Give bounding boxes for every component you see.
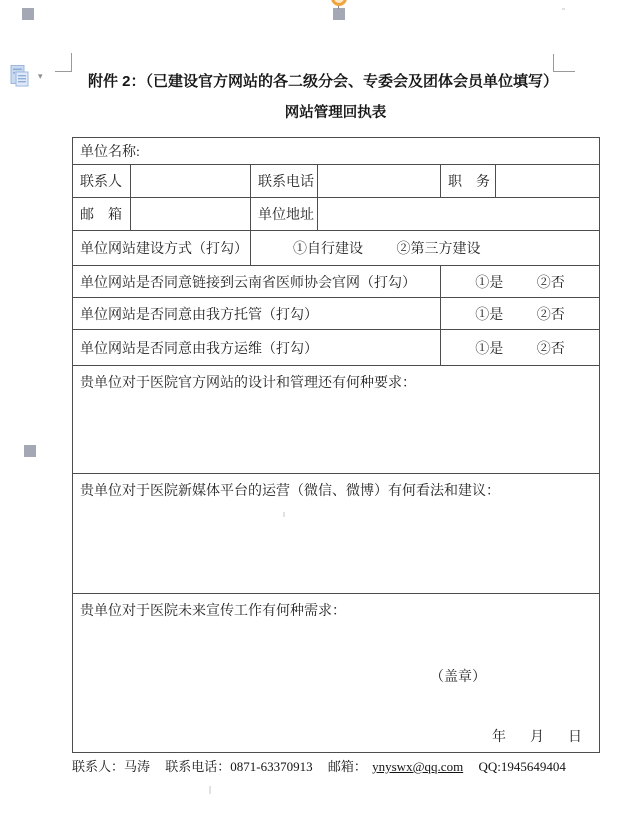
build-option-self: ①自行建设 <box>293 242 363 257</box>
footer-qq: QQ:1945649404 <box>478 759 566 774</box>
table-row <box>73 198 600 231</box>
table-row <box>73 298 600 330</box>
yes-option: ①是 <box>475 275 504 291</box>
ops-question-cell: 单位网站是否同意由我方运维（打勾） <box>73 330 441 366</box>
scan-speck <box>209 786 211 794</box>
link-answer-cell <box>441 266 600 298</box>
stamp-label: （盖章） <box>430 670 486 685</box>
no-option: ②否 <box>536 341 565 357</box>
table-row <box>73 266 600 298</box>
build-option-third-party: ②第三方建设 <box>396 242 481 257</box>
contact-value-cell <box>131 165 251 198</box>
page-title: 网站管理回执表 <box>284 105 387 121</box>
no-option: ②否 <box>536 307 565 323</box>
footer-contact-line <box>72 756 566 775</box>
date-year-label: 年 <box>492 730 506 745</box>
ops-answer-cell <box>441 330 600 366</box>
date-line <box>492 726 582 746</box>
table-row <box>73 165 600 198</box>
host-answer-cell <box>441 298 600 330</box>
footer-email-address: ynyswx@qq.com <box>372 759 464 774</box>
table-row <box>73 594 600 753</box>
build-mode-question-cell: 单位网站建设方式（打勾） <box>73 231 251 266</box>
table-row <box>73 366 600 474</box>
table-row <box>73 138 600 165</box>
table-row <box>73 330 600 366</box>
rotation-handle-stem <box>338 6 339 9</box>
address-label-cell: 单位地址 <box>251 198 318 231</box>
selection-handle-top-left[interactable] <box>22 8 34 20</box>
scan-speck <box>562 8 565 10</box>
link-question-cell: 单位网站是否同意链接到云南省医师协会官网（打勾） <box>73 266 441 298</box>
footer-email-label: 邮箱： <box>327 759 367 774</box>
yes-option: ①是 <box>475 341 504 357</box>
scan-speck <box>283 512 285 517</box>
text-boundary-corner-top-left-vertical <box>71 53 72 72</box>
paste-options-button[interactable] <box>10 64 48 90</box>
rotation-handle-icon[interactable] <box>330 0 348 7</box>
position-value-cell <box>496 165 600 198</box>
footer-phone: 联系电话：0871-63370913 <box>165 759 313 774</box>
email-value-cell <box>131 198 251 231</box>
table-row <box>73 231 600 266</box>
design-question-cell: 贵单位对于医院官方网站的设计和管理还有何种要求： <box>73 366 600 474</box>
address-value-cell <box>318 198 600 231</box>
selection-handle-left-middle[interactable] <box>24 445 36 457</box>
no-option: ②否 <box>536 275 565 291</box>
email-label-cell: 邮 箱 <box>73 198 131 231</box>
dropdown-arrow-icon: ▾ <box>38 72 43 82</box>
build-mode-options-cell <box>251 231 600 266</box>
phone-label-cell: 联系电话 <box>251 165 318 198</box>
host-question-cell: 单位网站是否同意由我方托管（打勾） <box>73 298 441 330</box>
future-question-cell <box>73 594 600 753</box>
selection-handle-top-center[interactable] <box>333 8 345 20</box>
phone-value-cell <box>318 165 441 198</box>
table-row <box>73 474 600 594</box>
date-month-label: 月 <box>530 730 544 745</box>
attachment-note: 附件 2：（已建设官方网站的各二级分会、专委会及团体会员单位填写） <box>88 73 559 90</box>
contact-label-cell: 联系人 <box>73 165 131 198</box>
yes-option: ①是 <box>475 307 504 323</box>
footer-contact: 联系人：马涛 <box>72 759 151 774</box>
rotation-handle-circle <box>331 0 347 6</box>
unit-name-label-cell: 单位名称: <box>73 138 600 165</box>
clipboard-paste-icon <box>10 64 30 88</box>
position-label-cell: 职 务 <box>441 165 496 198</box>
form-table <box>72 137 600 753</box>
future-question-label: 贵单位对于医院未来宣传工作有何种需求： <box>80 604 346 619</box>
text-boundary-corner-top-left-horizontal <box>55 71 72 72</box>
date-day-label: 日 <box>568 730 582 745</box>
media-question-cell: 贵单位对于医院新媒体平台的运营（微信、微博）有何看法和建议： <box>73 474 600 594</box>
